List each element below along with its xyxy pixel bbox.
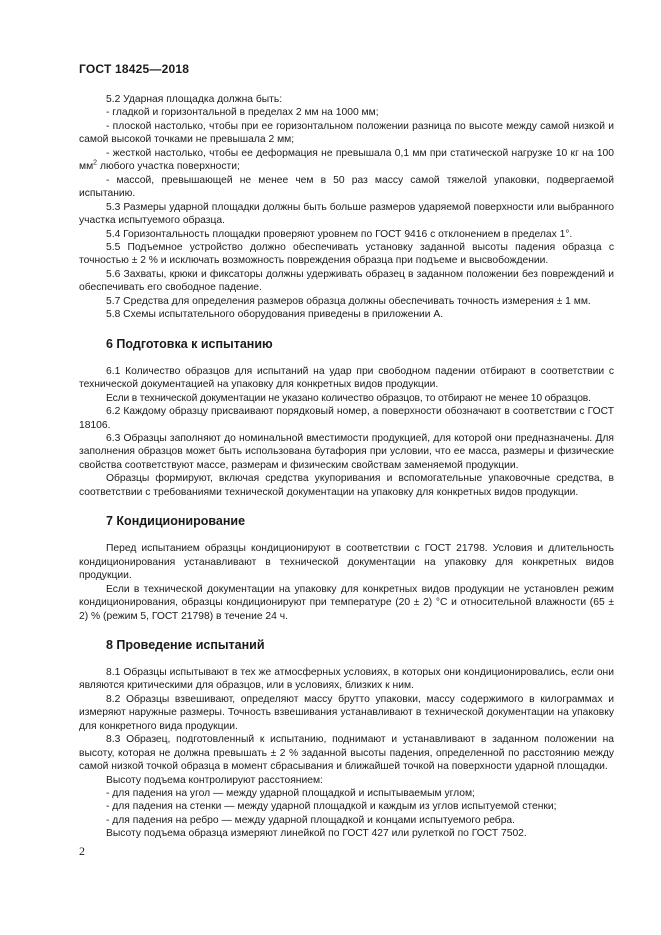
document-header: ГОСТ 18425—2018 [79, 62, 190, 76]
section-heading-8: 8 Проведение испытаний [106, 637, 265, 652]
paragraph-6-3b: Образцы формируют, включая средства укупоривания и вспомогательные упаковочные средства, в соответствии с требованиями технической документации на упаковку для конкретных видов продукции. [79, 473, 614, 498]
list-item: - массой, превышающей не менее чем в 50 раз массу самой тяжелой упаковки, подвергаемой испытанию. [79, 174, 614, 200]
list-item: - для падения на стенки — между ударной площадкой и каждым из углов испытуемой стенки; [106, 801, 557, 813]
list-item: - для падения на угол — между ударной площадкой и испытываемым углом; [106, 788, 475, 800]
superscript: 2 [93, 159, 98, 167]
list-item: - плоской настолько, чтобы при ее горизонтальном положении разница по высоте между самой низкой и самой высокой точками не превышала 2 мм; [79, 120, 614, 146]
paragraph-8-3b: Высоту подъема контролируют расстоянием: [106, 774, 323, 786]
paragraph-8-1: 8.1 Образцы испытывают в тех же атмосферных условиях, в которых они кондиционировались, если они являются критическими для образцов, или в условиях, близких к ним. [79, 666, 614, 692]
page-number: 2 [79, 844, 85, 858]
paragraph-5-4: 5.4 Горизонтальность площадки проверяют уровнем по ГОСТ 9416 с отклонением в пределах 1°. [106, 228, 573, 240]
paragraph-8-3: 8.3 Образец, подготовленный к испытанию, поднимают и устанавливают в заданном положении на высоту, которая не должна превышать ± 2 % заданной высоты падения, определенной по расстоянию между самой низкой точкой образца в момент сбрасывания и ближайшей точкой на поверхности ударной площадки. [79, 734, 614, 773]
paragraph-5-6: 5.6 Захваты, крюки и фиксаторы должны удерживать образец в заданном положении без повреждений и обеспечивать его свободное падение. [79, 268, 614, 294]
list-item: - гладкой и горизонтальной в пределах 2 мм на 1000 мм; [106, 107, 379, 119]
paragraph-6-2: 6.2 Каждому образцу присваивают порядковый номер, а поверхности обозначают в соответствии с ГОСТ 18106. [79, 406, 614, 431]
paragraph-6-1b: Если в технической документации не указано количество образцов, то отбирают не менее 10 образцов. [106, 392, 591, 404]
list-item [79, 147, 614, 174]
paragraph-5-8: 5.8 Схемы испытательного оборудования приведены в приложении А. [106, 309, 444, 321]
list-item: - для падения на ребро — между ударной площадкой и концами испытуемого ребра. [106, 814, 516, 826]
paragraph-6-1: 6.1 Количество образцов для испытаний на удар при свободном падении отбирают в соответствии с технической документацией на упаковку для конкретных видов продукции. [79, 365, 614, 391]
paragraph-5-3: 5.3 Размеры ударной площадки должны быть больше размеров ударяемой поверхности или выбранного участка испытуемого образца. [79, 201, 614, 227]
section-heading-6: 6 Подготовка к испытанию [106, 336, 273, 351]
list-item-text: - жесткой настолько, чтобы ее деформация не превышала 0,1 мм при статической нагрузке 10 кг на 100 мм [79, 147, 614, 173]
paragraph-5-5: 5.5 Подъемное устройство должно обеспечивать установку заданной высоты падения образца с точностью ± 2 % и исключать возможность повреждения образца при подъеме и высвобождении. [79, 241, 614, 267]
paragraph-7a: Перед испытанием образцы кондиционируют в соответствии с ГОСТ 21798. Условия и длительность кондиционирования устанавливают в технической документации на упаковку для конкретных видов продукции. [79, 543, 614, 582]
document-body [79, 93, 614, 841]
paragraph-8-2: 8.2 Образцы взвешивают, определяют массу брутто упаковки, массу содержимого в килограммах и измеряют наружные размеры. Точность взвешивания устанавливают в технической документации на упаковку для конкретного вида продукции. [79, 693, 614, 732]
paragraph-5-7: 5.7 Средства для определения размеров образца должны обеспечивать точность измерения ± 1 мм. [106, 295, 591, 307]
section-heading-7: 7 Кондиционирование [106, 514, 246, 529]
paragraph-7b: Если в технической документации на упаковку для конкретных видов продукции не установлен режим кондиционирования, образцы кондиционируют при температуре (20 ± 2) °С и относительной влажности (65 ± 2) % (режим 5, ГОСТ 21798) в течение 24 ч. [79, 583, 614, 622]
paragraph-5-2: 5.2 Ударная площадка должна быть: [106, 94, 283, 105]
list-item-text: любого участка поверхности; [97, 161, 240, 173]
paragraph-6-3: 6.3 Образцы заполняют до номинальной вместимости продукцией, для которой они предназначены. Для заполнения образцов может быть использована бутафория при условии, что ее масса, размеры и физические свойства соответствуют массе, размерам и физическим свойствам заменяемой продукции. [79, 432, 614, 471]
paragraph-8-3c: Высоту подъема образца измеряют линейкой по ГОСТ 427 или рулеткой по ГОСТ 7502. [106, 828, 527, 840]
